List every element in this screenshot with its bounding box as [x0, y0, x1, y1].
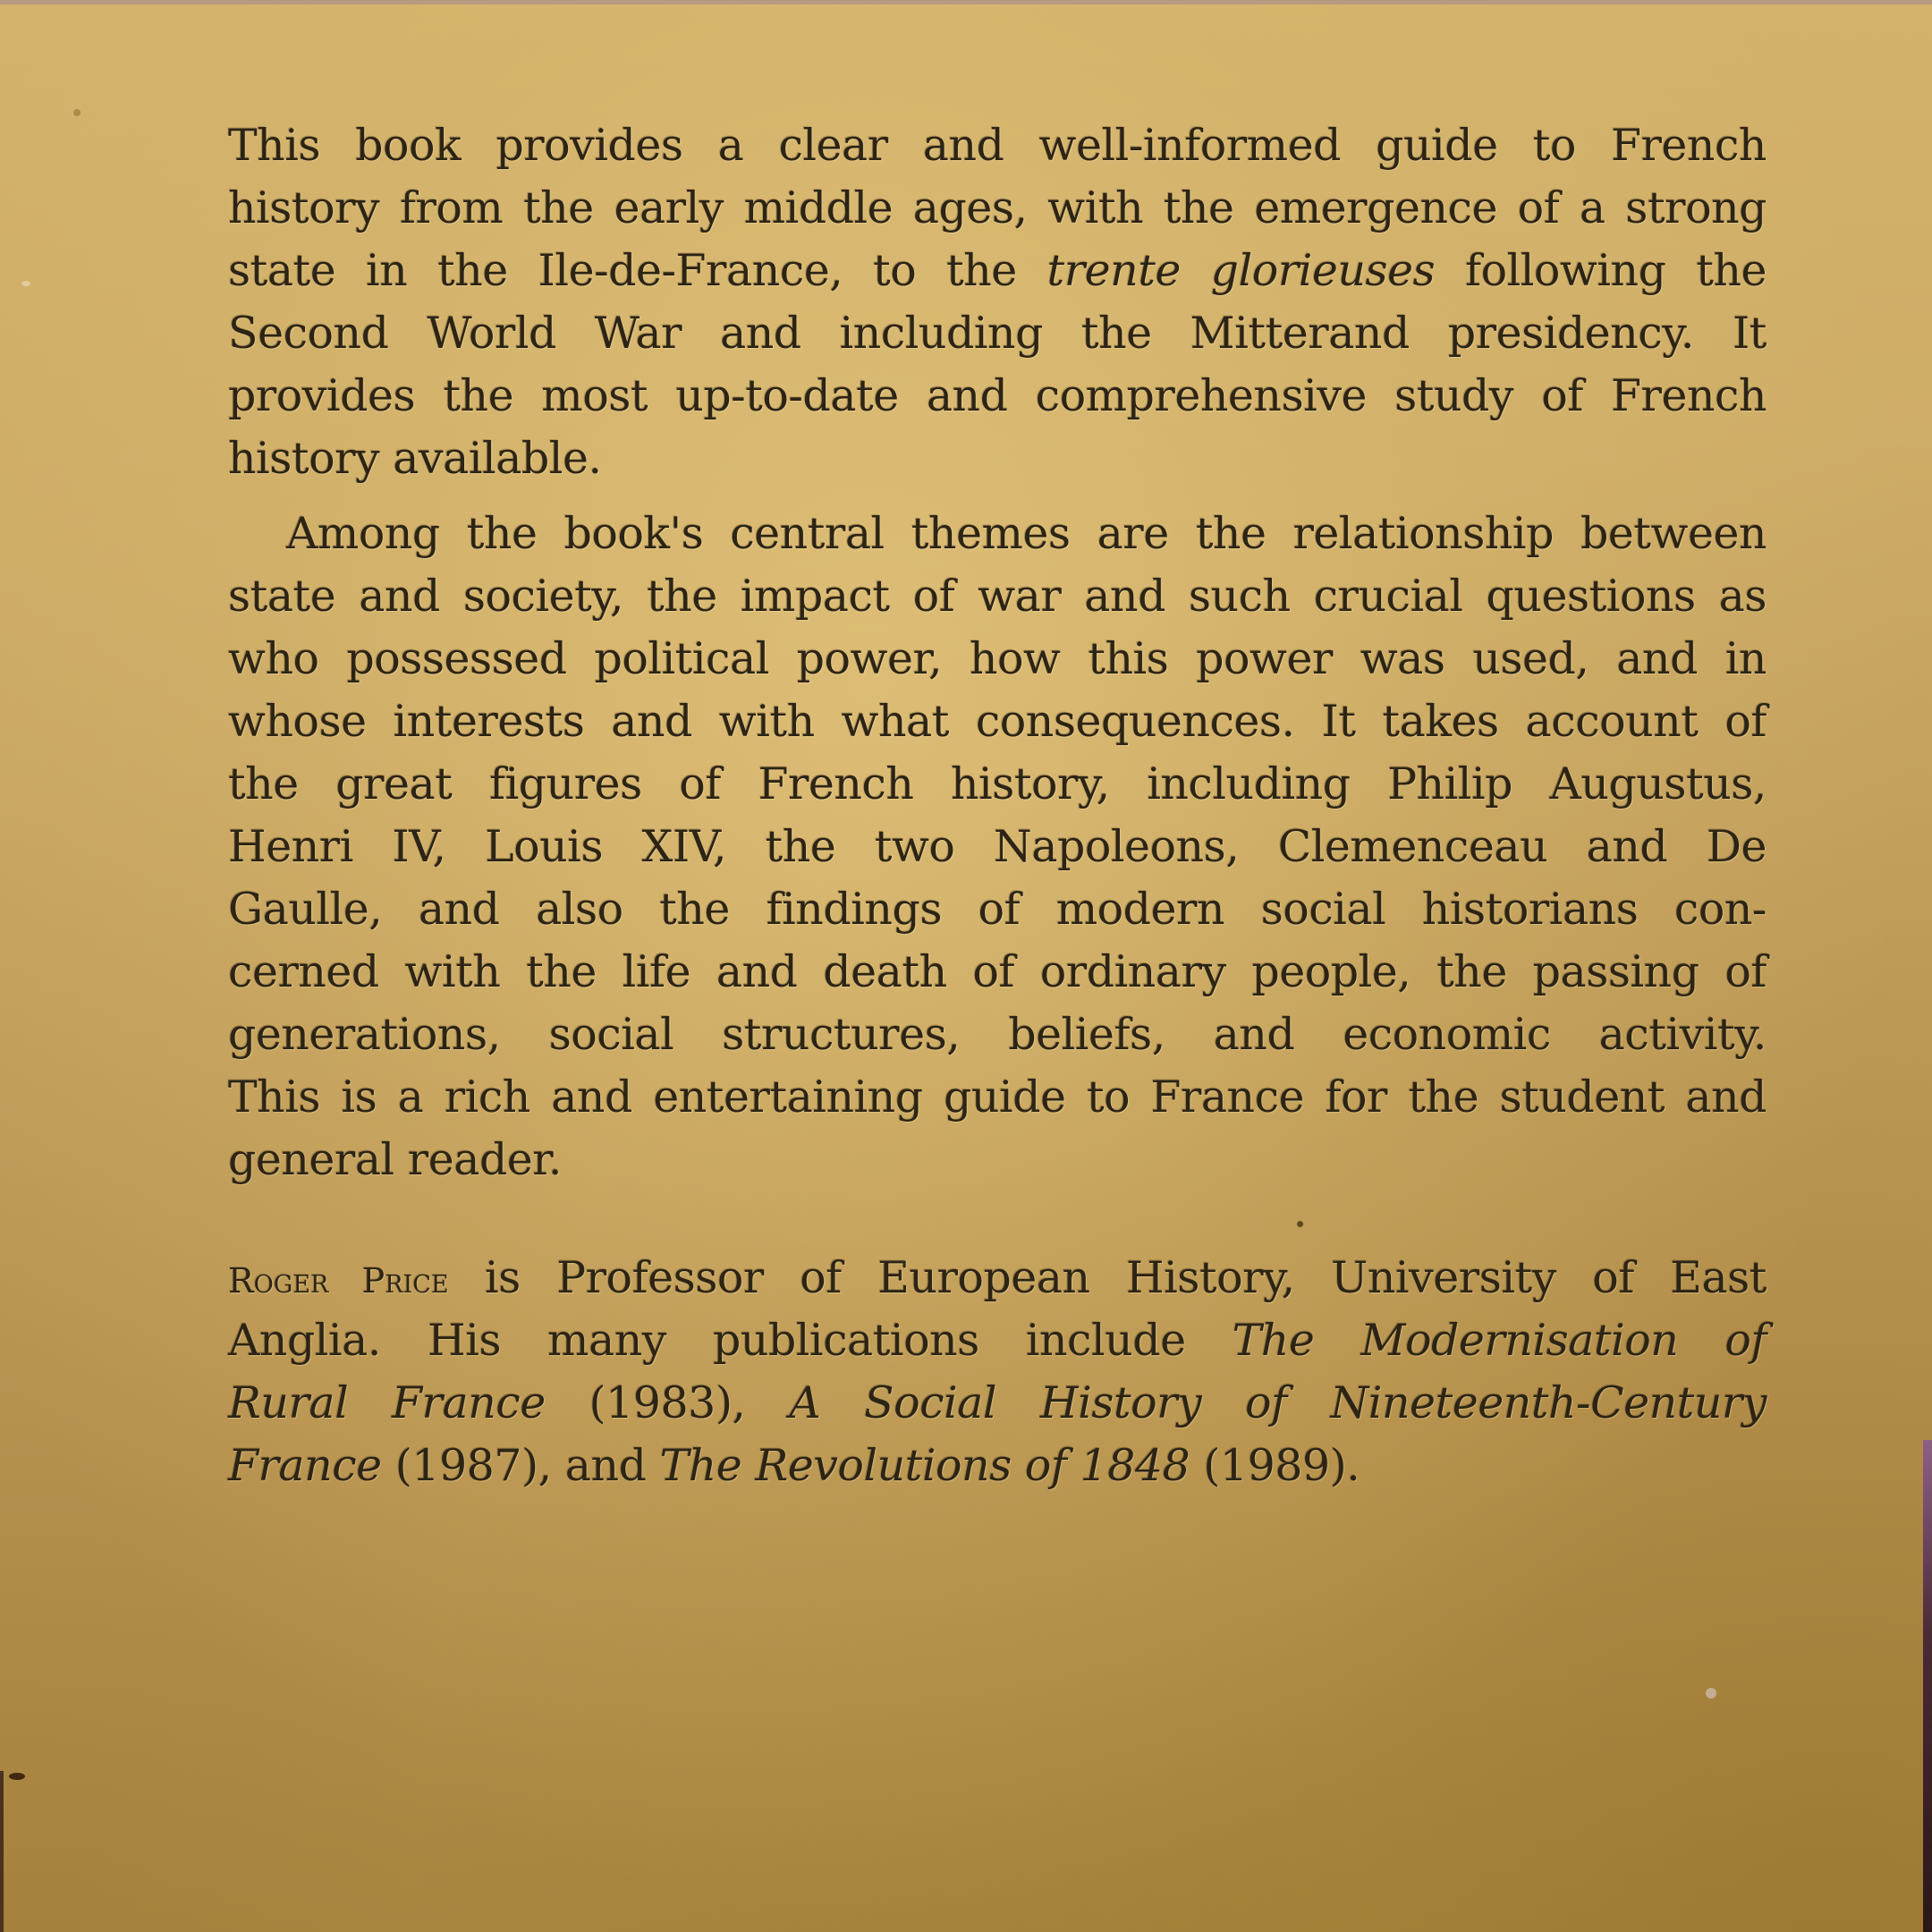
- text-fragment: is Professor of European History, University of East: [484, 1252, 1767, 1303]
- text-line: provides the most up-to-date and comprehensive study of French: [228, 370, 1767, 421]
- paper-speck: [73, 109, 80, 116]
- italic-phrase: trente glorieuses: [1046, 245, 1436, 296]
- paper-speck: [21, 281, 30, 286]
- cover-top-edge: [0, 0, 1932, 4]
- text-fragment: following the: [1464, 245, 1767, 296]
- paragraph-intro: [228, 114, 1767, 490]
- text-line: state and society, the impact of war and such crucial questions as: [228, 571, 1767, 622]
- paper-speck: [1706, 1688, 1716, 1699]
- author-name: Roger Price: [228, 1261, 449, 1301]
- cover-left-edge-shadow: [0, 1771, 4, 1932]
- text-line: general reader.: [228, 1134, 562, 1185]
- cover-right-edge-shadow: [1923, 1440, 1932, 1932]
- author-bio: [228, 1247, 1767, 1497]
- text-line: This book provides a clear and well-informed guide to French: [228, 120, 1767, 171]
- book-title: France: [228, 1440, 382, 1491]
- paragraph-gap: [228, 490, 1767, 503]
- text-line: Among the book's central themes are the relationship between: [286, 508, 1767, 559]
- text-line: Henri IV, Louis XIV, the two Napoleons, Clemenceau and De: [228, 821, 1767, 872]
- publication-year: (1989).: [1203, 1440, 1360, 1491]
- text-line: cerned with the life and death of ordinary people, the passing of: [228, 946, 1767, 997]
- text-line: the great figures of French history, including Philip Augustus,: [228, 758, 1767, 809]
- book-title: A Social History of Nineteenth-Century: [789, 1377, 1767, 1428]
- text-line: This is a rich and entertaining guide to France for the student and: [228, 1072, 1767, 1123]
- paragraph-themes: [228, 503, 1767, 1191]
- book-title: The Revolutions of 1848: [659, 1440, 1191, 1491]
- text-line: [228, 1435, 1767, 1497]
- text-fragment: state in the Ile-de-France, to the: [228, 245, 1017, 296]
- text-line: Gaulle, and also the findings of modern social historians con-: [228, 884, 1767, 935]
- publication-year: (1987), and: [394, 1440, 647, 1491]
- text-line: [228, 1247, 1767, 1309]
- blurb-text-block: [228, 114, 1767, 1497]
- text-line: [228, 1309, 1767, 1372]
- section-gap: [228, 1191, 1767, 1247]
- publication-year: (1983),: [589, 1377, 746, 1428]
- text-line: history available.: [228, 433, 602, 484]
- text-line: who possessed political power, how this power was used, and in: [228, 633, 1767, 684]
- text-line: Second World War and including the Mitterand presidency. It: [228, 308, 1767, 359]
- book-title: The Modernisation of: [1232, 1315, 1767, 1366]
- text-fragment: Anglia. His many publications include: [228, 1315, 1186, 1366]
- text-line: whose interests and with what consequences. It takes account of: [228, 696, 1767, 747]
- text-line: generations, social structures, beliefs, and economic activity.: [228, 1009, 1767, 1060]
- text-line: history from the early middle ages, with the emergence of a strong: [228, 182, 1767, 233]
- book-title: Rural France: [228, 1377, 546, 1428]
- text-line: [228, 240, 1767, 302]
- text-line: [228, 1372, 1767, 1435]
- paper-speck: [9, 1773, 25, 1780]
